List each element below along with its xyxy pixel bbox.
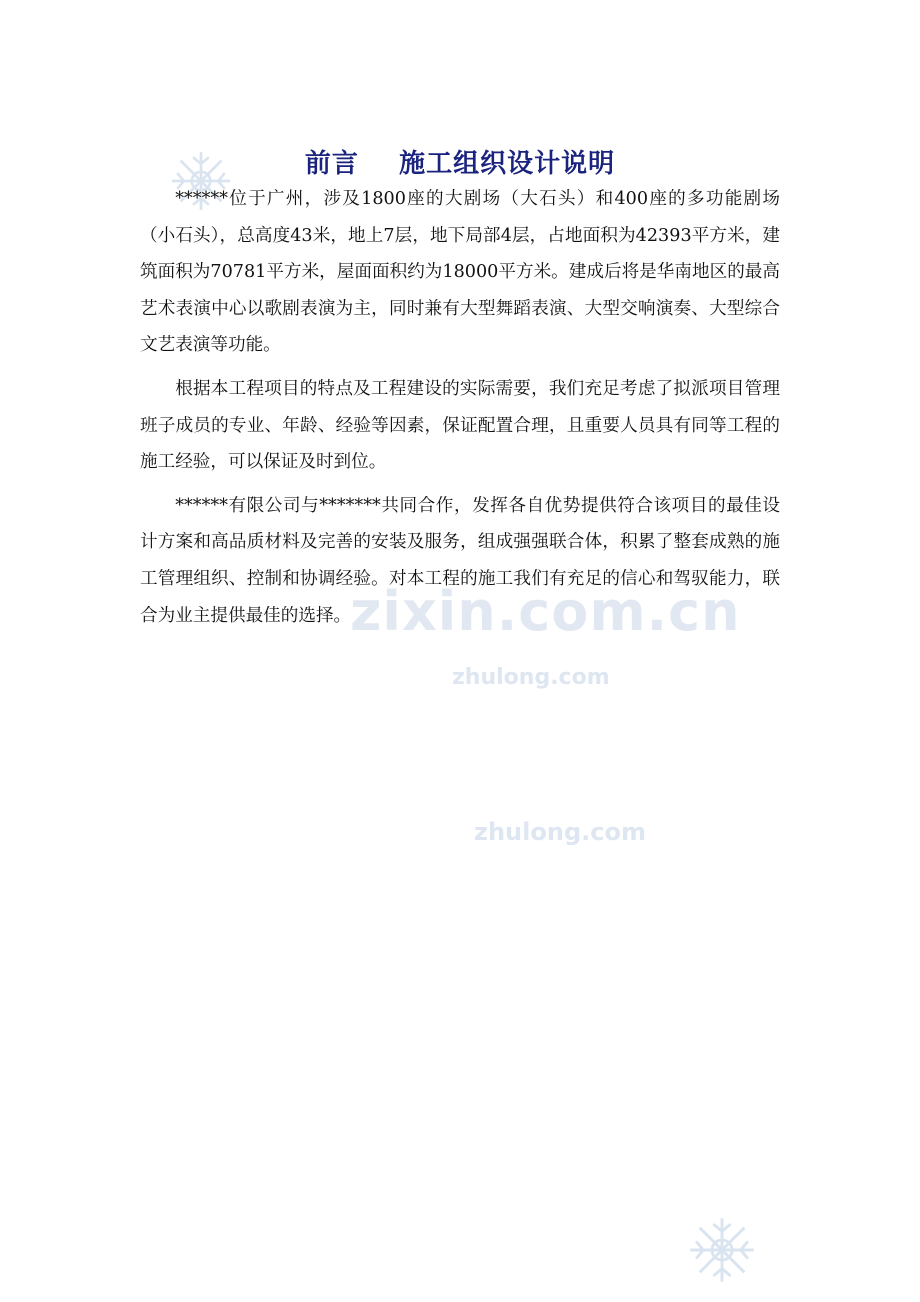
paragraph-team-staffing: 根据本工程项目的特点及工程建设的实际需要，我们充足考虑了拟派项目管理班子成员的专业、年龄、经验等因素，保证配置合理，且重要人员具有同等工程的施工经验，可以保证及时到位。: [140, 378, 780, 473]
watermark-zixin: zixin.com.cn: [350, 580, 741, 643]
page-title: 前言 施工组织设计说明: [304, 149, 616, 180]
paragraph-partnership: ******有限公司与*******共同合作，发挥各自优势提供符合该项目的最佳设计方案和高品质材料及完善的安装及服务，组成强强联合体，积累了整套成熟的施工管理组织、控制和协调经验。对本工程的施工我们有充足的信心和驾驭能力，联合为业主提供最佳的选择。: [140, 495, 780, 626]
paragraph-project-overview: ******位于广州，涉及1800座的大剧场（大石头）和400座的多功能剧场（小石头），总高度43米，地上7层，地下局部4层，占地面积为42393平方米，建筑面积为70781平方米，屋面面积约为18000平方米。建成后将是华南地区的最高艺术表演中心以歌剧表演为主，同时兼有大型舞蹈表演、大型交响演奏、大型综合文艺表演等功能。: [140, 189, 780, 356]
snowflake-watermark-icon: [686, 1214, 758, 1286]
document-body: [140, 181, 780, 641]
watermark-zhulong: zhulong.com: [452, 665, 610, 690]
watermark-zhulong: zhulong.com: [474, 818, 646, 846]
